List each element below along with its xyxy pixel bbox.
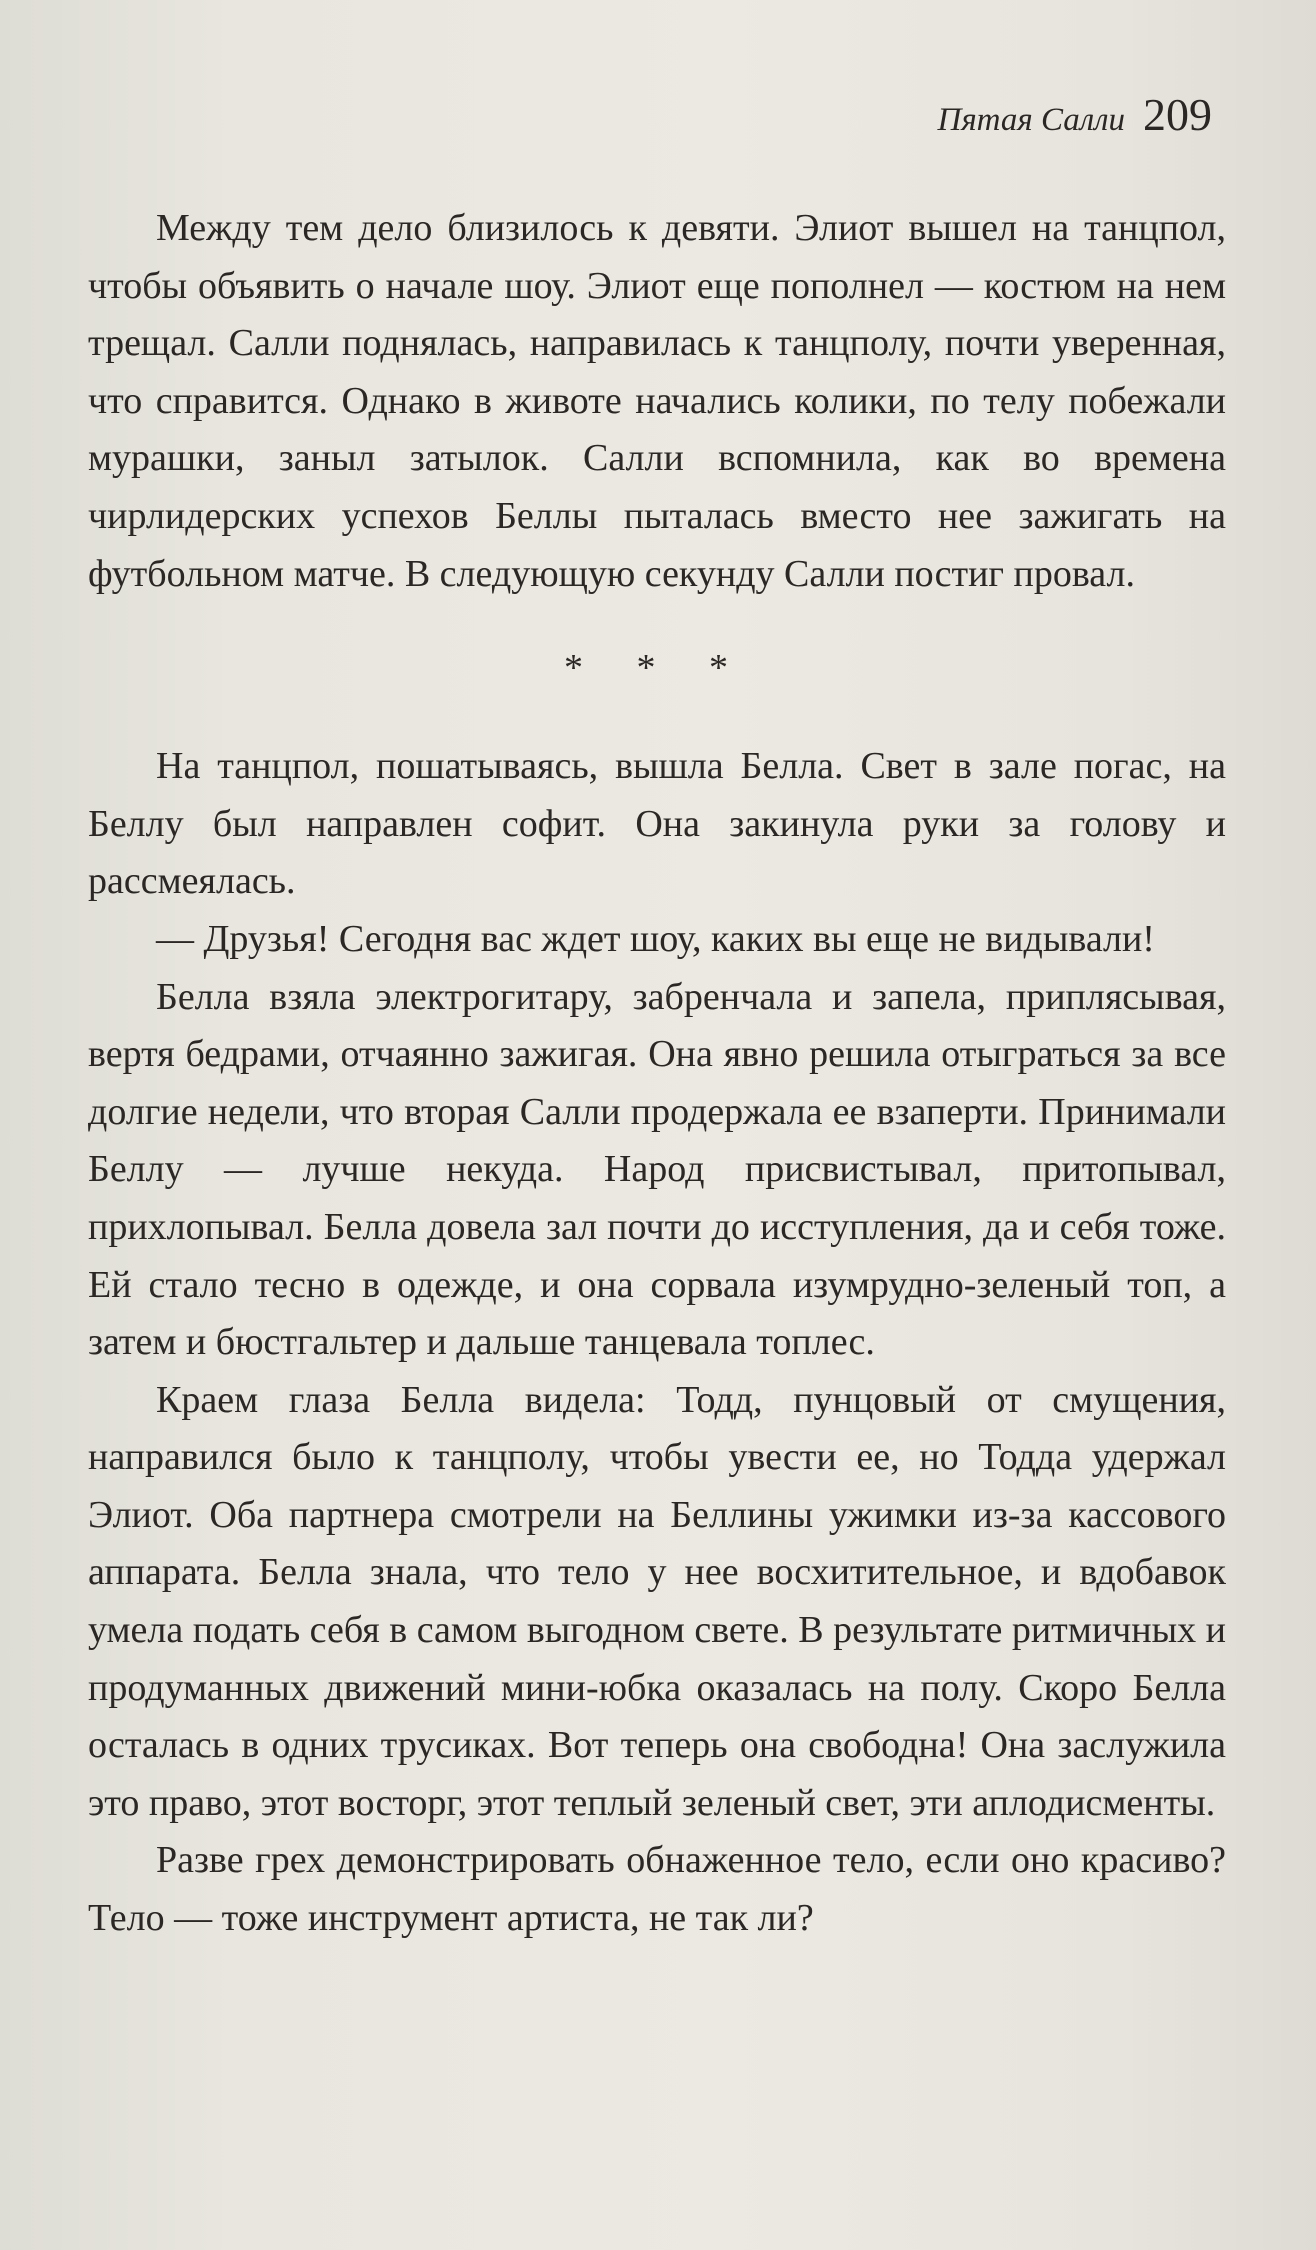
running-title: Пятая Салли (937, 102, 1125, 138)
paragraph: Между тем дело близилось к девяти. Элиот вышел на танцпол, чтобы объявить о начале шоу. Элиот еще пополнел — костюм на нем трещал. Салли поднялась, направилась к танцполу, почти уверенная, что справится. Однако в животе начались колики, по телу побежали мурашки, заныл затылок. Салли вспомнила, как во времена чирлидерских успехов Беллы пыталась вместо нее зажигать на футбольном матче. В следующую секунду Салли постиг провал. (88, 207, 1226, 595)
paragraph: Белла взяла электрогитару, забренчала и запела, приплясывая, вертя бедрами, отчаянно зажигая. Она явно решила отыграться за все долгие недели, что вторая Салли продержала ее взаперти. Принимали Беллу — лучше некуда. Народ присвистывал, притопывал, прихлопывал. Белла довела зал почти до исступления, да и себя тоже. Ей стало тесно в одежде, и она сорвала изумрудно-зеленый топ, а затем и бюстгальтер и дальше танцевала топлес. (88, 975, 1226, 1364)
paragraph: Краем глаза Белла видела: Тодд, пунцовый от смущения, направился было к танцполу, чтобы увести ее, но Тодда удержал Элиот. Оба партнера смотрели на Беллины ужимки из-за кассового аппарата. Белла знала, что тело у нее восхитительное, и вдобавок умела подать себя в самом выгодном свете. В результате ритмичных и продуманных движений мини-юбка оказалась на полу. Скоро Белла осталась в одних трусиках. Вот теперь она свободна! Она заслужила это право, этот восторг, этот теплый зеленый свет, эти аплодисменты. (88, 1378, 1226, 1824)
text-block (88, 200, 1226, 1948)
section-break: * * * (564, 647, 750, 690)
running-head (937, 88, 1212, 141)
paragraph: Разве грех демонстрировать обнаженное тело, если оно красиво? Тело — тоже инструмент артиста, не так ли? (88, 1839, 1226, 1940)
paragraph: На танцпол, пошатываясь, вышла Белла. Свет в зале погас, на Беллу был направлен софит. Она закинула руки за голову и рассмеялась. (88, 745, 1226, 903)
page-number: 209 (1143, 89, 1212, 140)
dialogue-paragraph: — Друзья! Сегодня вас ждет шоу, каких вы еще не видывали! (156, 917, 1155, 960)
